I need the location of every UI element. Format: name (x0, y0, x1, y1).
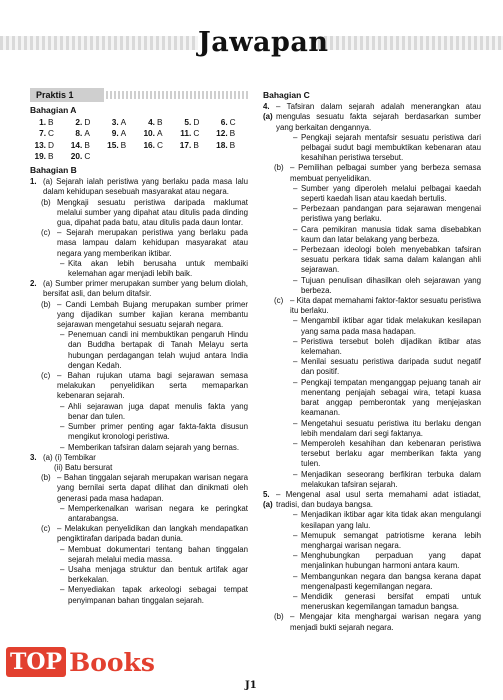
answer-item (30, 140, 66, 150)
answer-letter: C (84, 150, 91, 161)
answer-marker: (c) (41, 371, 51, 381)
answer-number: 4. (148, 117, 155, 128)
answer-text: Memupuk semangat patriotisme kerana lebih menghargai warisan negara. (301, 530, 481, 550)
watermark-top: TOP (6, 647, 66, 677)
answer-item (66, 151, 102, 161)
answer-text: – Tafsiran dalam sejarah adalah menerangkan atau mengulas sesuatu fakta sejarah berdasarkan sumber yang berkaitan dengannya. (276, 102, 481, 132)
answer-line (30, 422, 248, 442)
answer-marker: – (60, 544, 65, 554)
answer-marker: (c) (41, 228, 51, 238)
answer-marker: – (293, 591, 298, 601)
answer-line (263, 245, 481, 276)
bahagian-b-answers (30, 177, 248, 606)
answer-text: (a) (i) Tembikar (43, 452, 96, 462)
answer-line (30, 463, 248, 473)
answer-letter: B (229, 128, 236, 139)
answer-text: – Mengenal asal usul serta memahami adat istiadat, tradisi, dan budaya bangsa. (276, 489, 481, 510)
answer-item (66, 128, 102, 138)
answer-marker: – (293, 275, 298, 285)
answer-letter: D (84, 117, 91, 128)
answer-number: 12. (216, 128, 228, 139)
answer-marker: – (293, 316, 298, 326)
answer-text: (ii) Batu bersurat (54, 462, 113, 472)
answer-marker: – (293, 183, 298, 193)
answer-number: 3. (111, 117, 119, 128)
answer-text: Menjadikan iktibar agar kita tidak akan mengulangi kesilapan yang lalu. (301, 510, 481, 530)
answer-marker: (c) (274, 296, 284, 306)
answer-line (263, 276, 481, 296)
answer-marker: – (293, 571, 298, 581)
answer-line (30, 585, 248, 605)
answer-letter: D (193, 117, 200, 128)
answer-line (30, 198, 248, 229)
answer-text: Perbezaan ideologi boleh menyebabkan tafsiran sesuatu perkara tidak sama dalam kalangan ahli sejarawan. (301, 245, 481, 275)
answer-number: 10. (143, 128, 155, 139)
answer-line (263, 572, 481, 592)
left-column (30, 88, 248, 606)
answer-text: Pengkaji tempatan menganggap pejuang tanah air menentang penjajah sebagai wira, tetapi kuasa barat anggap pemberontak yang menjejaskan keamanan. (301, 377, 481, 418)
answer-line (30, 371, 248, 402)
answer-number: 8. (75, 128, 83, 139)
answer-item (30, 117, 66, 127)
answer-text: Cara pemikiran manusia tidak sama disebabkan kaum dan latar belakang yang berbeza. (301, 224, 481, 244)
answer-line (263, 163, 481, 183)
answer-item (103, 117, 139, 127)
answer-line (263, 510, 481, 530)
answer-text: Membuat dokumentari tentang bahan tinggalan sejarah melalui media massa. (68, 544, 248, 564)
answer-text: – Kita dapat memahami faktor-faktor sesuatu peristiwa itu berlaku. (290, 296, 481, 316)
answer-item (103, 140, 139, 150)
answer-marker: – (60, 258, 65, 268)
answer-marker: – (60, 330, 65, 340)
answer-text: Pengkaji sejarah mentafsir sesuatu peristiwa dari pelbagai sudut bagi membuktikan kebenaran atau kesahihan peristiwa tersebut. (301, 132, 481, 163)
answer-text: Ahli sejarawan juga dapat menulis fakta yang benar dan tulen. (68, 401, 248, 421)
answer-letter: D (48, 139, 54, 150)
answer-marker: 3. (30, 452, 37, 462)
watermark-books: Books (69, 647, 155, 677)
answer-line (263, 316, 481, 336)
answer-marker: – (293, 132, 298, 142)
answer-item (212, 140, 248, 150)
answer-text: Sumber yang diperoleh melalui pelbagai kaedah seperti kaedah lisan atau kaedah bertulis. (301, 183, 481, 204)
answer-item (66, 117, 102, 127)
page-title: Jawapan (198, 27, 329, 58)
praktis-heading (30, 88, 248, 102)
answer-line (30, 402, 248, 422)
answer-text: Memperoleh kesahihan dan kebenaran peristiwa tersebut berlaku agar memberikan fakta yang tulen. (301, 438, 481, 469)
bahagian-c-answers (263, 102, 481, 633)
answer-marker: – (60, 503, 65, 513)
answer-item (212, 117, 248, 127)
answer-line (263, 612, 481, 632)
answer-number: 11. (180, 128, 192, 139)
answer-marker: (b) (274, 163, 284, 173)
answer-line (263, 184, 481, 204)
answer-marker: (b) (41, 197, 51, 207)
answer-text: Memberikan tafsiran dalam sejarah yang bernas. (68, 442, 240, 452)
answer-number: 9. (111, 128, 119, 139)
bahagian-c-title: Bahagian C (263, 90, 310, 100)
answer-marker: – (293, 530, 298, 540)
answer-number: 5. (184, 117, 192, 128)
answer-text: (a) Sumber primer merupakan sumber yang belum diolah, bersifat asli, dan belum ditafsir. (43, 279, 248, 299)
answer-item (30, 151, 66, 161)
answer-text: – Melakukan penyelidikan dan langkah mendapatkan pengiktirafan daripada badan dunia. (57, 524, 248, 544)
answer-marker: 4. (a) (263, 102, 273, 122)
answer-letter: B (84, 139, 90, 150)
answer-line (30, 300, 248, 331)
answer-text: Mengambil iktibar agar tidak melakukan kesilapan yang sama pada masa hadapan. (301, 316, 481, 336)
answer-letter: A (120, 117, 127, 128)
answer-line (263, 419, 481, 439)
answer-number: 1. (39, 117, 46, 128)
answer-letter: A (156, 128, 163, 139)
answer-line (30, 177, 248, 197)
praktis-label: Praktis 1 (30, 88, 104, 102)
answer-line (263, 378, 481, 419)
answer-marker: 5. (a) (263, 489, 273, 510)
answer-text: Menjadikan seseorang berfikiran terbuka dalam melakukan tafsiran sejarah. (301, 469, 481, 489)
answer-marker: – (293, 336, 298, 346)
answer-marker: – (293, 469, 298, 479)
bahagian-b-title: Bahagian B (30, 165, 77, 176)
answer-number: 7. (39, 128, 46, 139)
answer-marker: (b) (41, 299, 51, 309)
answer-text: – Candi Lembah Bujang merupakan sumber primer yang dijadikan sumber kajian kerana membantu sejarawan mengetahui sesuatu sejarah negara. (57, 299, 248, 330)
answer-line (30, 228, 248, 259)
answer-line (30, 453, 248, 463)
answer-line (30, 279, 248, 299)
answer-line (263, 439, 481, 470)
answer-line (263, 296, 481, 316)
answer-marker: (b) (274, 612, 284, 622)
answer-text: Mengetahui sesuatu peristiwa itu berlaku dengan lebih mendalam dari segi faktanya. (301, 418, 481, 438)
answer-line (263, 225, 481, 245)
answer-line (30, 545, 248, 565)
answer-text: Penemuan candi ini membuktikan pengaruh Hindu dan Buddha bertapak di Tanah Melayu serta hubungan perdagangan telah wujud antara India dengan Kedah. (68, 330, 248, 370)
answer-text: Sumber primer penting agar fakta-fakta disusun mengikut kronologi peristiwa. (68, 422, 248, 442)
answer-marker: – (60, 585, 65, 595)
answer-line (30, 443, 248, 453)
page-header (0, 0, 503, 78)
answer-marker: – (60, 422, 65, 432)
answer-item (175, 128, 211, 138)
answer-text: (a) Sejarah ialah peristiwa yang berlaku pada masa lalu dalam kehidupan sesebuah masyarakat atau negara. (43, 177, 248, 197)
praktis-decorative-bar (106, 91, 248, 99)
answer-letter: B (229, 139, 236, 150)
answer-line (30, 259, 248, 279)
answer-number: 6. (220, 117, 228, 128)
answer-marker: (b) (41, 473, 51, 483)
answer-letter: B (48, 117, 54, 128)
answer-number: 20. (70, 150, 83, 161)
answer-text: Peristiwa tersebut boleh dijadikan iktibar atas kelemahan. (301, 336, 481, 357)
answer-letter: C (156, 139, 163, 150)
answer-text: Menilai sesuatu peristiwa daripada sudut negatif dan positif. (301, 357, 481, 377)
answer-text: Memperkenalkan warisan negara ke peringkat antarabangsa. (68, 503, 248, 523)
answer-text: Perbezaan pandangan para sejarawan mengenai peristiwa yang berlaku. (301, 204, 481, 224)
answer-item (139, 128, 175, 138)
answer-marker: – (60, 401, 65, 411)
answer-text: Tujuan penulisan dihasilkan oleh sejarawan yang berbeza. (301, 275, 481, 295)
answer-number: 13. (34, 139, 46, 150)
answer-item (175, 117, 211, 127)
bahagian-a-answer-grid (30, 117, 248, 161)
answer-line (30, 473, 248, 504)
answer-number: 18. (216, 139, 228, 150)
answer-text: Mengkaji sesuatu peristiwa daripada maklumat melalui sumber yang dipahat atau ditulis pada dinding gua, dipahat pada batu, atau ditulis pada daun lontar. (57, 197, 248, 228)
answer-marker: 1. (30, 177, 37, 187)
answer-number: 19. (34, 150, 46, 161)
answer-marker: (c) (41, 524, 51, 534)
answer-item (139, 140, 175, 150)
answer-item (30, 128, 66, 138)
answer-number: 17. (179, 139, 192, 150)
answer-text: Usaha menjaga struktur dan bentuk artifak agar berkekalan. (68, 564, 248, 585)
answer-letter: B (193, 139, 199, 150)
answer-marker: – (293, 377, 298, 387)
answer-line (263, 490, 481, 510)
answer-text: Membangunkan negara dan bangsa kerana dapat mengenalpasti kegemilangan negara. (301, 571, 481, 591)
answer-line (30, 565, 248, 585)
answer-marker: – (293, 245, 298, 255)
answer-page (30, 88, 485, 668)
answer-text: – Bahan tinggalan sejarah merupakan warisan negara yang bernilai serta dapat dilihat dan dinikmati oleh generasi pada masa hadapan. (57, 473, 248, 503)
answer-marker: – (293, 418, 298, 428)
answer-letter: C (48, 128, 54, 139)
answer-line (30, 504, 248, 524)
answer-line (263, 133, 481, 164)
answer-item (139, 117, 175, 127)
answer-marker: – (293, 510, 298, 520)
answer-letter: A (120, 128, 127, 139)
answer-marker: – (60, 564, 65, 574)
answer-text: – Sejarah merupakan peristiwa yang berlaku pada masa lampau dalam kehidupan masyarakat atau negara yang memberikan iktibar. (57, 228, 248, 258)
right-column (263, 88, 481, 633)
answer-text: Mendidik generasi bersifat empati untuk meneruskan kegemilangan tamadun bangsa. (301, 591, 481, 612)
answer-line (263, 102, 481, 133)
answer-marker: – (293, 357, 298, 367)
answer-text: – Pemilihan pelbagai sumber yang berbeza semasa membuat penyelidikan. (290, 163, 481, 183)
answer-letter: B (48, 150, 54, 161)
page-number: J1 (245, 680, 257, 691)
answer-letter: C (193, 128, 200, 139)
answer-letter: B (156, 117, 163, 128)
answer-line (263, 470, 481, 490)
answer-letter: B (120, 139, 127, 150)
answer-letter: A (84, 128, 90, 139)
answer-line (263, 357, 481, 377)
bahagian-a-title: Bahagian A (30, 105, 77, 115)
answer-number: 14. (70, 139, 83, 150)
answer-text: Menyediakan tapak arkeologi sebagai tempat penyimpanan bahan tinggalan sejarah. (68, 585, 248, 605)
answer-line (30, 330, 248, 371)
answer-text: Kita akan lebih berusaha untuk membaiki kelemahan agar menjadi lebih baik. (68, 258, 248, 279)
answer-item (212, 128, 248, 138)
answer-line (263, 592, 481, 612)
answer-number: 15. (107, 139, 119, 150)
topbooks-watermark-logo (6, 646, 155, 678)
answer-marker: – (293, 438, 298, 448)
answer-line (263, 204, 481, 224)
answer-text: – Mengajar kita menghargai warisan negara yang menjadi bukti sejarah negara. (290, 612, 481, 632)
answer-line (263, 337, 481, 357)
answer-letter: C (229, 117, 236, 128)
answer-marker: – (293, 204, 298, 214)
answer-number: 16. (143, 139, 155, 150)
answer-item (175, 140, 211, 150)
answer-item (103, 128, 139, 138)
answer-line (30, 524, 248, 544)
answer-text: Menghubungkan perpaduan yang dapat menjalinkan hubungan harmoni antara kaum. (301, 551, 481, 571)
answer-marker: – (293, 224, 298, 234)
answer-line (263, 531, 481, 551)
answer-marker: – (293, 551, 298, 561)
answer-marker: 2. (30, 279, 37, 289)
answer-number: 2. (75, 117, 83, 128)
answer-line (263, 551, 481, 571)
answer-text: – Bahan rujukan utama bagi sejarawan semasa melakukan penyelidikan serta memaparkan kebenaran sejarah. (57, 371, 248, 401)
answer-marker: – (60, 442, 65, 452)
answer-item (66, 140, 102, 150)
